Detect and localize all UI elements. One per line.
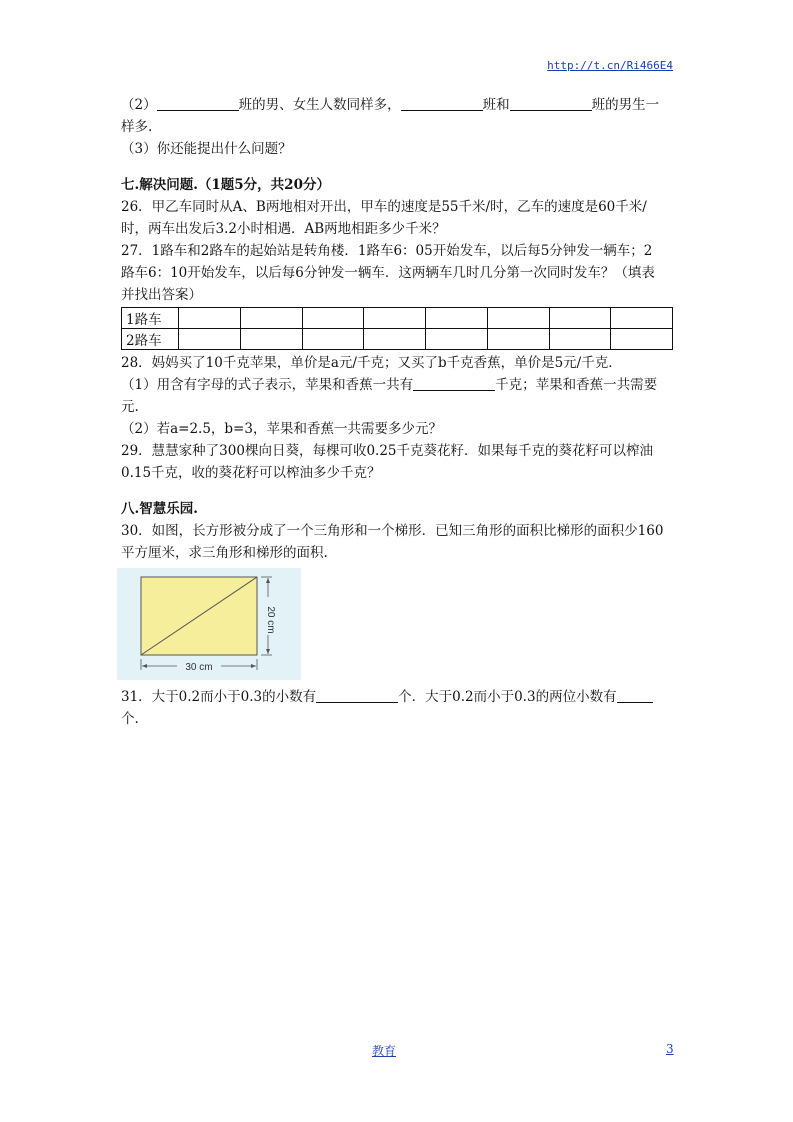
table-cell[interactable] (179, 329, 241, 350)
q25-text: 班的男、女生人数同样多， (238, 97, 401, 113)
q27-line2: 路车6：10开始发车，以后每6分钟发一辆车．这两辆车几时几分第一次同时发车？（填表 (121, 265, 655, 281)
q31-line1 (121, 686, 673, 708)
table-row (122, 308, 673, 329)
q31-line2: 个. (121, 711, 139, 727)
q25-text: 班和 (482, 97, 510, 113)
answer-blank[interactable] (617, 688, 653, 703)
table-cell[interactable] (611, 329, 673, 350)
table-cell[interactable] (240, 308, 302, 329)
q25-text: 班的男生一 (591, 97, 660, 113)
section7-title: 七.解决问题.（1题5分，共20分） (121, 177, 330, 193)
q29-line1: 29．慧慧家种了300棵向日葵，每棵可收0.25千克葵花籽．如果每千克的葵花籽可以榨油 (121, 443, 654, 459)
table-cell[interactable] (240, 329, 302, 350)
q28-part2: （2）若a=2.5，b=3，苹果和香蕉一共需要多少元？ (121, 421, 442, 437)
answer-blank[interactable] (316, 688, 398, 703)
table-cell[interactable] (179, 308, 241, 329)
table-cell[interactable] (549, 308, 611, 329)
q25-part2-line2: 样多. (121, 119, 153, 135)
table-cell[interactable] (487, 329, 549, 350)
bus-schedule-table (121, 307, 673, 350)
table-cell[interactable] (426, 308, 488, 329)
table-cell[interactable] (549, 329, 611, 350)
table-cell[interactable] (302, 329, 364, 350)
table-cell[interactable] (364, 329, 426, 350)
answer-blank[interactable] (510, 96, 592, 111)
q30-line2: 平方厘米，求三角形和梯形的面积. (121, 545, 328, 561)
answer-blank[interactable] (157, 96, 239, 111)
footer-link[interactable]: 教育 (372, 1044, 397, 1058)
q26-line2: 时，两车出发后3.2小时相遇．AB两地相距多少千米？ (121, 221, 446, 237)
q26-line1: 26．甲乙车同时从A、B两地相对开出，甲车的速度是55千米/时，乙车的速度是60千米/ (121, 199, 647, 215)
q25-part2-label: （2） (121, 97, 157, 113)
row-label-bus1: 1路车 (122, 308, 179, 329)
rectangle-diagram (117, 568, 301, 680)
q31-text: 31．大于0.2而小于0.3的小数有 (121, 689, 317, 705)
table-cell[interactable] (611, 308, 673, 329)
answer-blank[interactable] (401, 96, 483, 111)
height-label: 20 cm (265, 606, 276, 634)
table-cell[interactable] (364, 308, 426, 329)
table-cell[interactable] (487, 308, 549, 329)
page-number: 3 (666, 1042, 674, 1056)
answer-blank[interactable] (413, 376, 495, 391)
q28-text: （1）用含有字母的式子表示，苹果和香蕉一共有 (121, 377, 414, 393)
q31-text: 个．大于0.2而小于0.3的两位小数有 (398, 689, 617, 705)
width-label: 30 cm (185, 662, 213, 673)
row-label-bus2: 2路车 (122, 329, 179, 350)
q29-line2: 0.15千克，收的葵花籽可以榨油多少千克？ (121, 465, 381, 481)
q27-line1: 27．1路车和2路车的起始站是转角楼．1路车6：05开始发车，以后每5分钟发一辆车；2 (121, 243, 653, 259)
q28-part1 (121, 374, 673, 396)
table-cell[interactable] (302, 308, 364, 329)
header-url-link[interactable]: http://t.cn/Ri466E4 (547, 59, 673, 72)
table-row (122, 329, 673, 350)
page-content (121, 94, 673, 730)
q25-part2-line1 (121, 94, 673, 116)
section8-title: 八.智慧乐园. (121, 501, 198, 517)
q30-line1: 30．如图，长方形被分成了一个三角形和一个梯形．已知三角形的面积比梯形的面积少160 (121, 523, 664, 539)
q25-part3: （3）你还能提出什么问题？ (121, 141, 292, 157)
rectangle-figure (117, 568, 301, 680)
q27-line3: 并找出答案） (121, 287, 202, 303)
q28-line1: 28．妈妈买了10千克苹果，单价是a元/千克；又买了b千克香蕉，单价是5元/千克． (121, 355, 622, 371)
table-cell[interactable] (426, 329, 488, 350)
q28-part1-cont: 元. (121, 399, 139, 415)
q28-text: 千克；苹果和香蕉一共需要 (495, 377, 658, 393)
